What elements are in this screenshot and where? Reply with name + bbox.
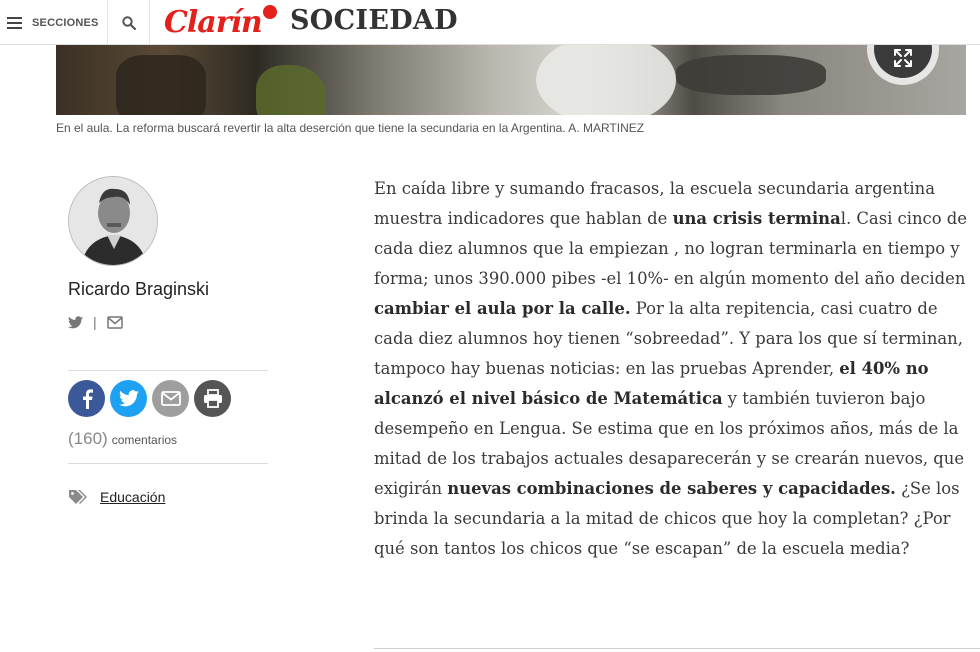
tags-icon bbox=[68, 489, 88, 505]
author-social-links bbox=[68, 314, 123, 330]
author-photo bbox=[69, 177, 158, 266]
clarin-logo[interactable] bbox=[164, 4, 277, 40]
divider bbox=[68, 370, 268, 371]
mail-icon[interactable] bbox=[107, 316, 123, 329]
section-title[interactable]: SOCIEDAD bbox=[290, 5, 458, 36]
article-text: Por la alta repitencia, casi cuatro de cada diez alumnos hoy tienen “sobreedad”. Y para los que sí terminan, tampoco hay buenas noticias: en las pruebas Aprender, bbox=[374, 299, 963, 378]
expand-image-button[interactable] bbox=[867, 45, 939, 85]
mail-icon bbox=[161, 391, 181, 406]
author-avatar[interactable] bbox=[68, 176, 158, 266]
logo-mark-icon bbox=[263, 5, 277, 19]
twitter-icon[interactable] bbox=[68, 316, 83, 329]
share-mail-button[interactable] bbox=[152, 380, 189, 417]
social-separator: | bbox=[93, 314, 97, 330]
article-highlight: nuevas combinaciones de saberes y capacidades. bbox=[447, 479, 896, 498]
comments-count: (160) bbox=[68, 429, 108, 448]
article-body bbox=[374, 174, 978, 564]
comments-link[interactable] bbox=[68, 429, 177, 449]
share-print-button[interactable] bbox=[194, 380, 231, 417]
article-highlight: una crisis termina bbox=[672, 209, 841, 228]
logo-text: Clarín bbox=[164, 4, 262, 40]
share-twitter-button[interactable] bbox=[110, 380, 147, 417]
print-icon bbox=[203, 389, 223, 408]
image-caption: En el aula. La reforma buscará revertir la alta deserción que tiene la secundaria en la Argentina. A. MARTINEZ bbox=[56, 121, 645, 135]
facebook-icon bbox=[81, 389, 93, 409]
share-facebook-button[interactable] bbox=[68, 380, 105, 417]
sections-menu-label: SECCIONES bbox=[32, 16, 99, 29]
expand-icon bbox=[893, 48, 913, 68]
article-text: l. Casi cinco de cada diez alumnos que la empiezan , no logran terminarla en tiempo y forma; unos 390.000 pibes -el 10%- en algún momento del año deciden bbox=[374, 209, 967, 288]
search-icon bbox=[122, 16, 136, 30]
hamburger-icon bbox=[7, 17, 22, 29]
tag-link-educacion[interactable]: Educación bbox=[100, 489, 166, 505]
share-buttons bbox=[68, 380, 231, 417]
article-highlight: cambiar el aula por la calle. bbox=[374, 299, 631, 318]
article-text: y también tuvieron bajo desempeño en Lengua. Se estima que en los próximos años, más de la mitad de los trabajos actuales desaparecerán y se crearán nuevos, que exigirán bbox=[374, 389, 965, 498]
article-divider bbox=[374, 648, 980, 649]
article-highlight: el 40% no alcanzó el nivel básico de Matemática bbox=[374, 359, 929, 408]
tag-list bbox=[68, 489, 165, 505]
search-button[interactable] bbox=[108, 0, 150, 45]
twitter-icon bbox=[119, 390, 139, 407]
article-text: En caída libre y sumando fracasos, la escuela secundaria argentina muestra indicadores que hablan de bbox=[374, 179, 935, 228]
divider bbox=[68, 463, 268, 464]
comments-label: comentarios bbox=[111, 433, 178, 447]
site-header bbox=[0, 0, 980, 45]
hero-image bbox=[56, 45, 966, 115]
article-text: ¿Se los brinda la secundaria a la mitad de chicos que hoy la completan? ¿Por qué son tantos los chicos que “se escapan” de la escuela media? bbox=[374, 479, 960, 558]
sections-menu-button[interactable] bbox=[0, 0, 108, 45]
author-name[interactable]: Ricardo Braginski bbox=[68, 279, 210, 299]
